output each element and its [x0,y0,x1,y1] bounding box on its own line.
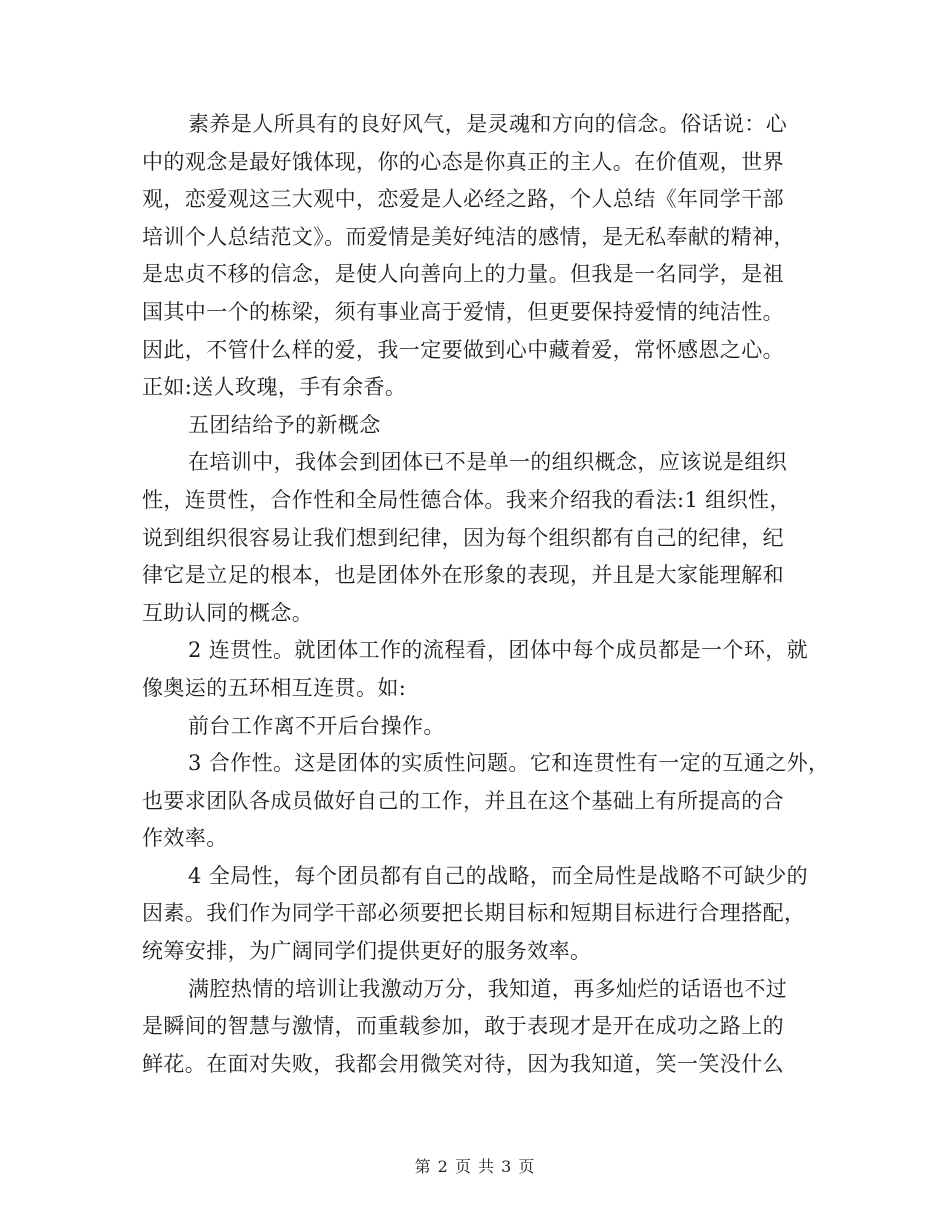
text-line: 作效率。 [142,826,228,851]
text-line: 素养是人所具有的良好风气，是灵魂和方向的信念。俗话说：心 [188,112,788,136]
text-line: 统筹安排，为广阔同学们提供更好的服务效率。 [142,939,592,964]
text-line: 是忠贞不移的信念，是使人向善向上的力量。但我是一名同学，是祖 [142,262,784,287]
text-line: 2 连贯性。就团体工作的流程看，团体中每个成员都是一个环，就 [188,638,809,663]
text-line: 因此，不管什么样的爱，我一定要做到心中藏着爱，常怀感恩之心。 [142,337,784,362]
text-line: 律它是立足的根本，也是团体外在形象的表现，并且是大家能理解和 [142,563,784,588]
document-body [142,106,832,1083]
page-number-footer: 第 2 页 共 3 页 [414,1157,536,1176]
text-line: 4 全局性，每个团员都有自己的战略，而全局性是战略不可缺少的 [188,863,809,888]
text-line: 鲜花。在面对失败，我都会用微笑对待，因为我知道，笑一笑没什么 [142,1051,784,1076]
text-line: 国其中一个的栋梁，须有事业高于爱情，但更要保持爱情的纯洁性。 [142,299,784,324]
text-line: 在培训中，我体会到团体已不是单一的组织概念，应该说是组织 [188,450,788,475]
text-line: 像奥运的五环相互连贯。如: [142,675,407,700]
text-line: 五团结给予的新概念 [188,412,381,437]
text-line: 培训个人总结范文》。而爱情是美好纯洁的感情，是无私奉献的精神， [142,224,795,249]
text-line: 也要求团队各成员做好自己的工作，并且在这个基础上有所提高的合 [142,788,784,813]
text-line: 正如:送人玫瑰，手有余香。 [142,375,407,400]
text-line: 说到组织很容易让我们想到纪律，因为每个组织都有自己的纪律，纪 [142,525,784,550]
text-line: 因素。我们作为同学干部必须要把长期目标和短期目标进行合理搭配， [142,901,806,926]
text-line: 中的观念是最好饿体现，你的心态是你真正的主人。在价值观，世界 [142,149,784,174]
text-line: 观，恋爱观这三大观中，恋爱是人必经之路，个人总结《年同学干部 [142,187,784,212]
text-line: 前台工作离不开后台操作。 [188,713,445,738]
text-line: 满腔热情的培训让我激动万分，我知道，再多灿烂的话语也不过 [188,976,788,1001]
text-line: 是瞬间的智慧与激情，而重载参加，敢于表现才是开在成功之路上的 [142,1014,784,1039]
text-line: 互助认同的概念。 [142,600,314,625]
text-line: 性，连贯性，合作性和全局性德合体。我来介绍我的看法:1 组织性， [142,487,791,512]
text-line: 3 合作性。这是团体的实质性问题。它和连贯性有一定的互通之外， [188,751,830,776]
